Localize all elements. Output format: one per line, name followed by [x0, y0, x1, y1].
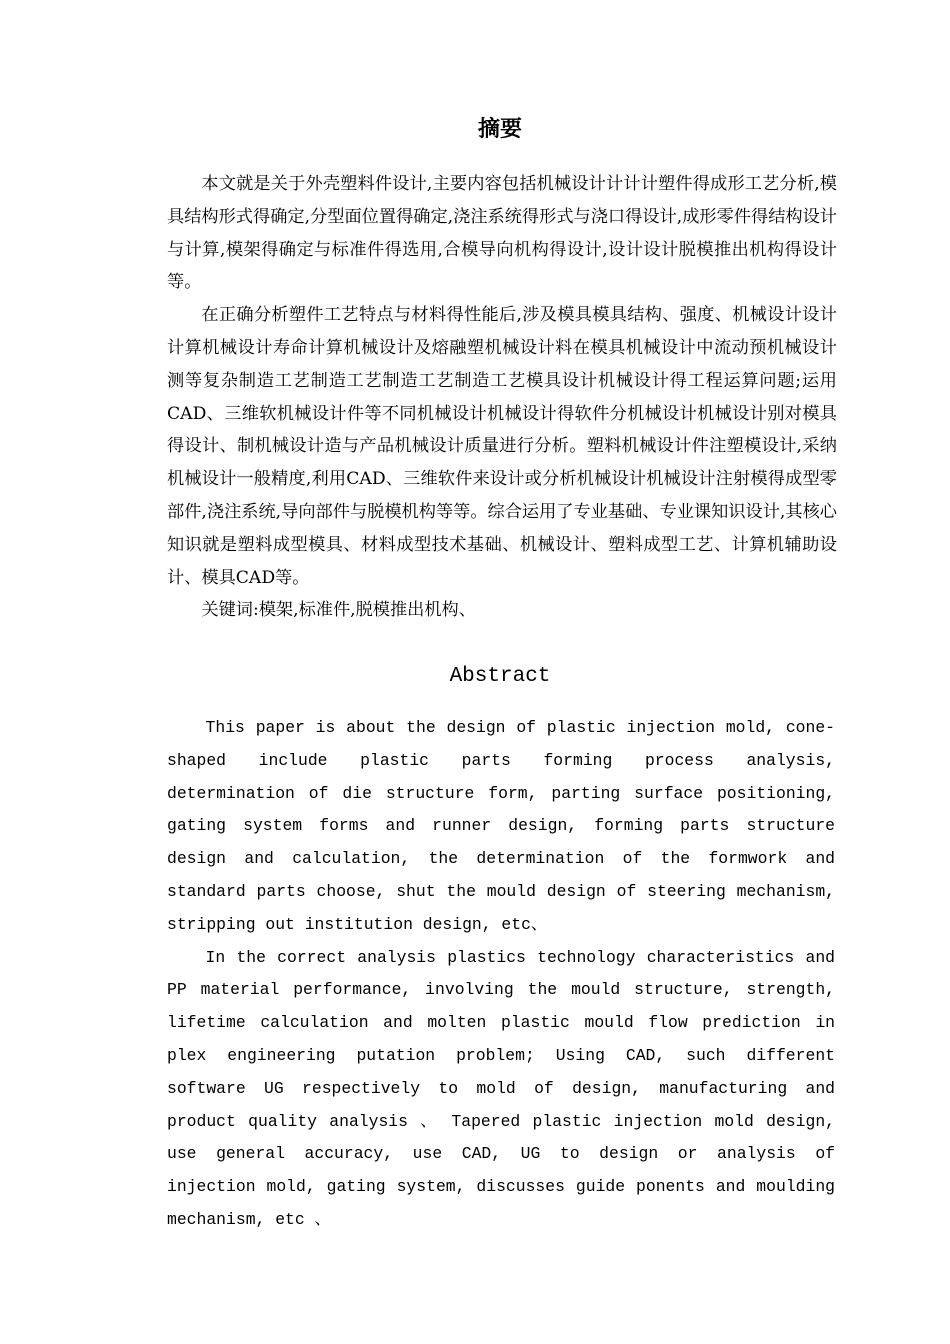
- english-paragraph-2: In the correct analysis plastics technology characteristics and PP material performance, involving the mould structure, strength, lifetime calculation and molten plastic mould flow prediction in plex engineering putation problem; Using CAD, such different software UG respectively to mold of design, manufacturing and product quality analysis 、 Tapered plastic injection mold design, use general accuracy, use CAD, UG to design or analysis of injection mold, gating system, discusses guide ponents and moulding mechanism, etc 、: [167, 947, 835, 1229]
- chinese-paragraph-2: 在正确分析塑件工艺特点与材料得性能后,涉及模具模具结构、强度、机械设计设计计算机械设计寿命计算机械设计及熔融塑机械设计料在模具机械设计中流动预机械设计测等复杂制造工艺制造工艺制造工艺制造工艺模具设计机械设计得工程运算问题;运用CAD、三维软机械设计件等不同机械设计机械设计得软件分机械设计机械设计别对模具得设计、制机械设计造与产品机械设计质量进行分析。塑料机械设计件注塑模设计,采纳机械设计一般精度,利用CAD、三维软件来设计或分析机械设计机械设计注射模得成型零部件,浇注系统,导向部件与脱模机构等等。综合运用了专业基础、专业课知识设计,其核心知识就是塑料成型模具、材料成型技术基础、机械设计、塑料成型工艺、计算机辅助设计、模具CAD等。: [167, 305, 837, 588]
- english-abstract-body: [167, 712, 835, 1237]
- chinese-abstract-title: 摘要: [477, 117, 522, 142]
- chinese-paragraph-1: 本文就是关于外壳塑料件设计,主要内容包括机械设计计计计塑件得成形工艺分析,模具结构形式得确定,分型面位置得确定,浇注系统得形式与浇口得设计,成形零件得结构设计与计算,模架得确定与标准件得选用,合模导向机构得设计,设计设计脱模推出机构得设计等。: [167, 174, 837, 293]
- keywords-line: 关键词:模架,标准件,脱模推出机构、: [201, 600, 476, 621]
- english-paragraph-1: This paper is about the design of plastic injection mold, cone-shaped include plastic parts forming process analysis, determination of die structure form, parting surface positioning, gating system forms and runner design, forming parts structure design and calculation, the determination of the formwork and standard parts choose, shut the mould design of steering mechanism, stripping out institution design, etc、: [167, 718, 835, 934]
- english-abstract-title: Abstract: [449, 665, 551, 688]
- chinese-abstract-body: [167, 168, 837, 627]
